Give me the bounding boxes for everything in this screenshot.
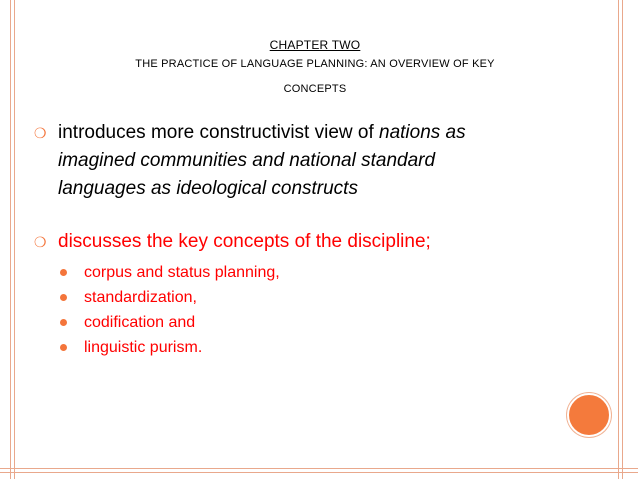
sub-bullet-text: linguistic purism. bbox=[84, 339, 203, 356]
decorative-circle bbox=[567, 393, 611, 437]
border-line-bottom-outer bbox=[0, 472, 638, 473]
bullet-marker-icon: ❍ bbox=[34, 234, 47, 250]
border-line-left-outer bbox=[10, 0, 11, 479]
border-line-right-outer bbox=[622, 0, 623, 479]
sub-bullet-text: corpus and status planning, bbox=[84, 264, 280, 281]
bullet-text-2: discusses the key concepts of the discipline; bbox=[58, 231, 431, 252]
chapter-label: CHAPTER TWO bbox=[269, 38, 361, 52]
bullet-1-line-1-normal: introduces more constructivist view of bbox=[58, 122, 380, 143]
sub-bullet-marker-icon bbox=[60, 294, 67, 301]
chapter-heading bbox=[40, 38, 590, 52]
slide-title-line-1: THE PRACTICE OF LANGUAGE PLANNING: AN OVERVIEW OF KEY bbox=[135, 58, 495, 70]
bullet-1-line-3: languages as ideological constructs bbox=[58, 178, 358, 199]
sub-bullet-marker-icon bbox=[60, 344, 67, 351]
border-line-right-inner bbox=[618, 0, 619, 479]
bullet-marker-icon: ❍ bbox=[34, 125, 47, 141]
bullet-text-1 bbox=[58, 119, 618, 203]
bullet-1-line-2: imagined communities and national standard bbox=[58, 150, 436, 171]
sub-bullet-marker-icon bbox=[60, 319, 67, 326]
border-line-bottom-inner bbox=[0, 468, 638, 469]
sub-bullet-text: standardization, bbox=[84, 289, 197, 306]
sub-bullet-marker-icon bbox=[60, 269, 67, 276]
bullet-1-line-1 bbox=[58, 119, 618, 147]
bullet-1-line-1-italic: nations as bbox=[379, 122, 466, 143]
border-line-left-inner bbox=[14, 0, 15, 479]
sub-bullet-text: codification and bbox=[84, 314, 196, 331]
slide-title-line-2: CONCEPTS bbox=[283, 83, 347, 95]
